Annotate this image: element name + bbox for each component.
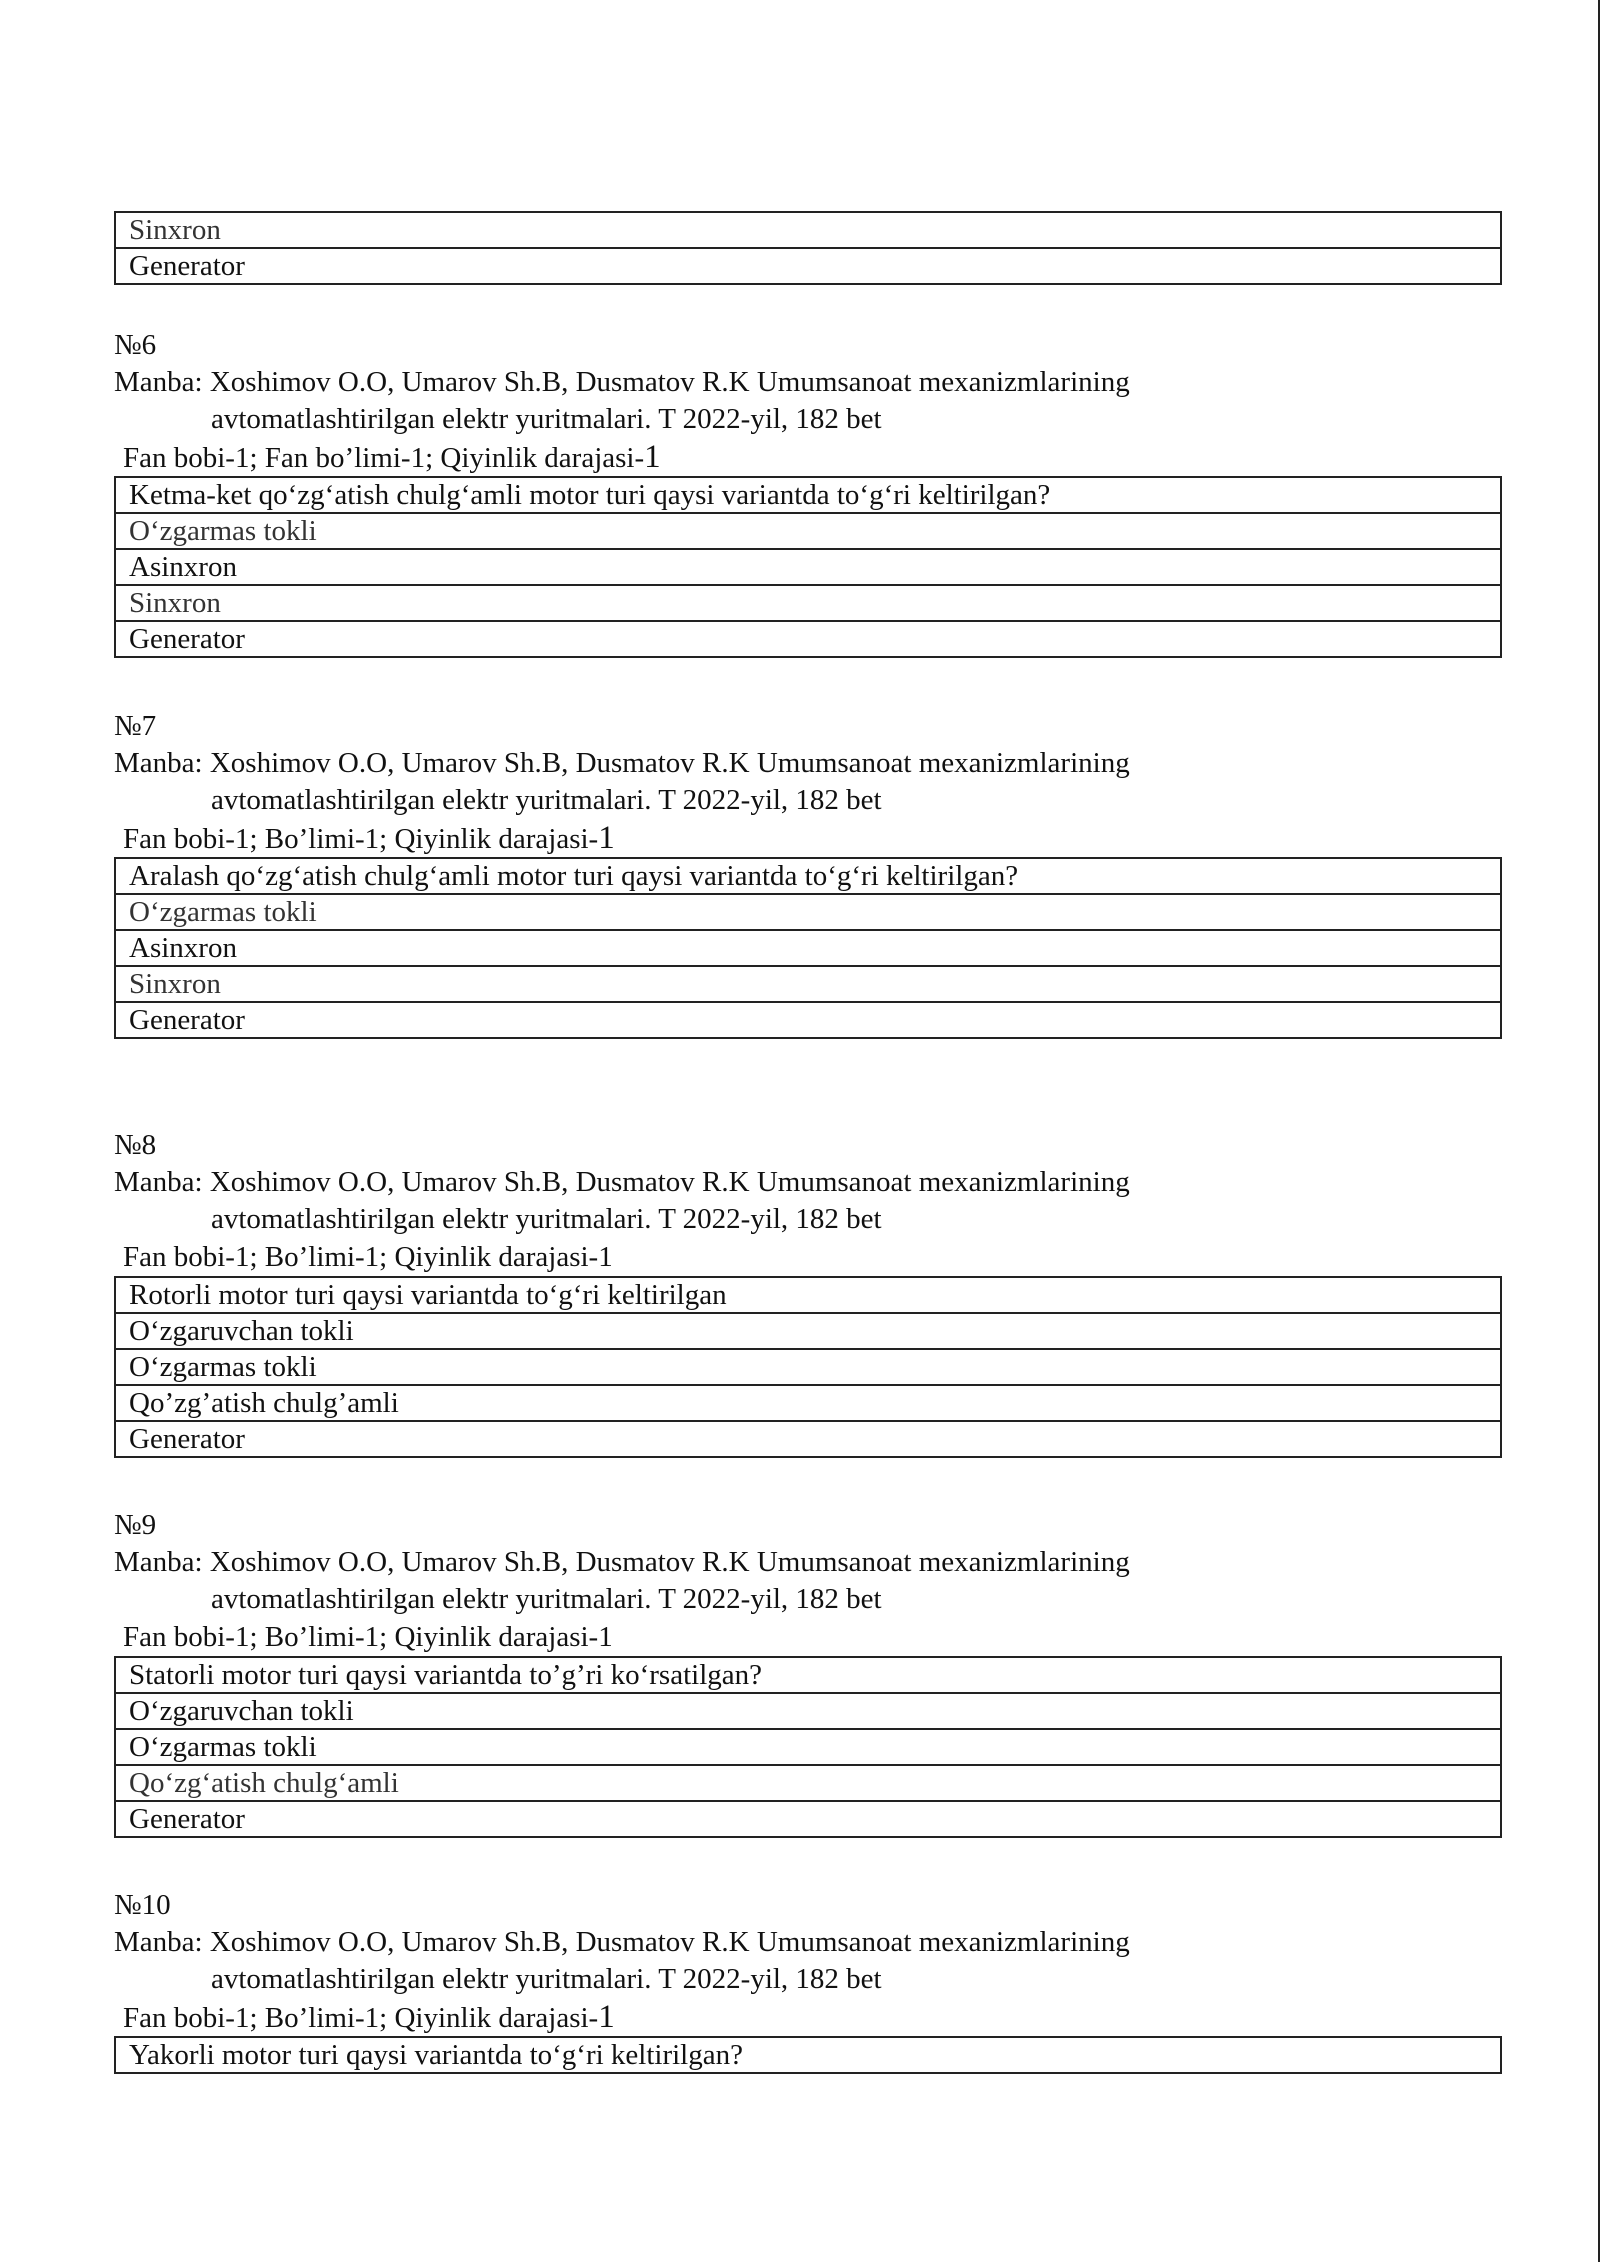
question-number: №8 xyxy=(114,1129,157,1161)
question-table xyxy=(114,1656,1502,1838)
option-cell: Sinxron xyxy=(115,585,1501,621)
option-cell: Qo’zg’atish chulg’amli xyxy=(115,1385,1501,1421)
meta-text: Fan bobi-1; Bo’limi-1; Qiyinlik darajasi- xyxy=(123,2002,599,2034)
question-block-7 xyxy=(114,707,1502,1039)
option-cell: Generator xyxy=(115,1801,1501,1837)
option-cell: Qo‘zg‘atish chulg‘amli xyxy=(115,1765,1501,1801)
question-number: №7 xyxy=(114,710,157,742)
question-table xyxy=(114,2036,1502,2074)
source-line-1: Manba: Xoshimov O.O, Umarov Sh.B, Dusmatov R.K Umumsanoat mexanizmlarining xyxy=(114,1546,1130,1578)
option-cell: Asinxron xyxy=(115,549,1501,585)
source-line-1: Manba: Xoshimov O.O, Umarov Sh.B, Dusmatov R.K Umumsanoat mexanizmlarining xyxy=(114,1166,1130,1198)
options-table xyxy=(114,211,1502,285)
question-block-8 xyxy=(114,1126,1502,1458)
source-line-2: avtomatlashtirilgan elektr yuritmalari. T 2022-yil, 182 bet xyxy=(211,1203,882,1235)
difficulty-level: 1 xyxy=(598,820,615,856)
option-cell: O‘zgarmas tokli xyxy=(115,513,1501,549)
question-number: №9 xyxy=(114,1509,157,1541)
previous-question-options xyxy=(114,211,1502,285)
source-line-1: Manba: Xoshimov O.O, Umarov Sh.B, Dusmatov R.K Umumsanoat mexanizmlarining xyxy=(114,747,1130,779)
difficulty-level: 1 xyxy=(598,1999,615,2035)
option-cell: Sinxron xyxy=(115,212,1501,248)
source-citation xyxy=(114,1924,1502,1998)
question-number: №10 xyxy=(114,1889,171,1921)
source-citation xyxy=(114,745,1502,819)
source-line-2: avtomatlashtirilgan elektr yuritmalari. T 2022-yil, 182 bet xyxy=(211,784,882,816)
source-citation xyxy=(114,364,1502,438)
source-citation xyxy=(114,1164,1502,1238)
question-block-9 xyxy=(114,1506,1502,1838)
meta-text: Fan bobi-1; Bo’limi-1; Qiyinlik darajasi-1 xyxy=(123,1241,613,1273)
meta-text: Fan bobi-1; Fan bo’limi-1; Qiyinlik darajasi- xyxy=(123,442,645,474)
question-text: Rotorli motor turi qaysi variantda to‘g‘ri keltirilgan xyxy=(115,1277,1501,1313)
option-cell: Generator xyxy=(115,1421,1501,1457)
question-number: №6 xyxy=(114,329,157,361)
source-line-2: avtomatlashtirilgan elektr yuritmalari. T 2022-yil, 182 bet xyxy=(211,1583,882,1615)
option-cell: Asinxron xyxy=(115,930,1501,966)
question-text: Statorli motor turi qaysi variantda to’g’ri ko‘rsatilgan? xyxy=(115,1657,1501,1693)
option-cell: O‘zgarmas tokli xyxy=(115,1729,1501,1765)
question-table xyxy=(114,476,1502,658)
question-meta xyxy=(114,1998,1502,2036)
question-meta xyxy=(114,1238,1502,1276)
question-block-6 xyxy=(114,326,1502,658)
meta-text: Fan bobi-1; Bo’limi-1; Qiyinlik darajasi-1 xyxy=(123,1621,613,1653)
question-text: Yakorli motor turi qaysi variantda to‘g‘ri keltirilgan? xyxy=(115,2037,1501,2073)
question-meta xyxy=(114,438,1502,476)
option-cell: O‘zgarmas tokli xyxy=(115,1349,1501,1385)
question-meta xyxy=(114,1618,1502,1656)
option-cell: Generator xyxy=(115,1002,1501,1038)
source-line-2: avtomatlashtirilgan elektr yuritmalari. T 2022-yil, 182 bet xyxy=(211,1963,882,1995)
question-block-10 xyxy=(114,1886,1502,2074)
option-cell: Generator xyxy=(115,248,1501,284)
question-table xyxy=(114,1276,1502,1458)
source-line-2: avtomatlashtirilgan elektr yuritmalari. T 2022-yil, 182 bet xyxy=(211,403,882,435)
meta-text: Fan bobi-1; Bo’limi-1; Qiyinlik darajasi- xyxy=(123,823,599,855)
option-cell: O‘zgaruvchan tokli xyxy=(115,1693,1501,1729)
question-table xyxy=(114,857,1502,1039)
source-line-1: Manba: Xoshimov O.O, Umarov Sh.B, Dusmatov R.K Umumsanoat mexanizmlarining xyxy=(114,1926,1130,1958)
option-cell: Sinxron xyxy=(115,966,1501,1002)
option-cell: O‘zgaruvchan tokli xyxy=(115,1313,1501,1349)
option-cell: O‘zgarmas tokli xyxy=(115,894,1501,930)
question-text: Ketma-ket qo‘zg‘atish chulg‘amli motor turi qaysi variantda to‘g‘ri keltirilgan? xyxy=(115,477,1501,513)
question-text: Aralash qo‘zg‘atish chulg‘amli motor turi qaysi variantda to‘g‘ri keltirilgan? xyxy=(115,858,1501,894)
difficulty-level: 1 xyxy=(644,439,661,475)
question-meta xyxy=(114,819,1502,857)
source-line-1: Manba: Xoshimov O.O, Umarov Sh.B, Dusmatov R.K Umumsanoat mexanizmlarining xyxy=(114,366,1130,398)
option-cell: Generator xyxy=(115,621,1501,657)
source-citation xyxy=(114,1544,1502,1618)
